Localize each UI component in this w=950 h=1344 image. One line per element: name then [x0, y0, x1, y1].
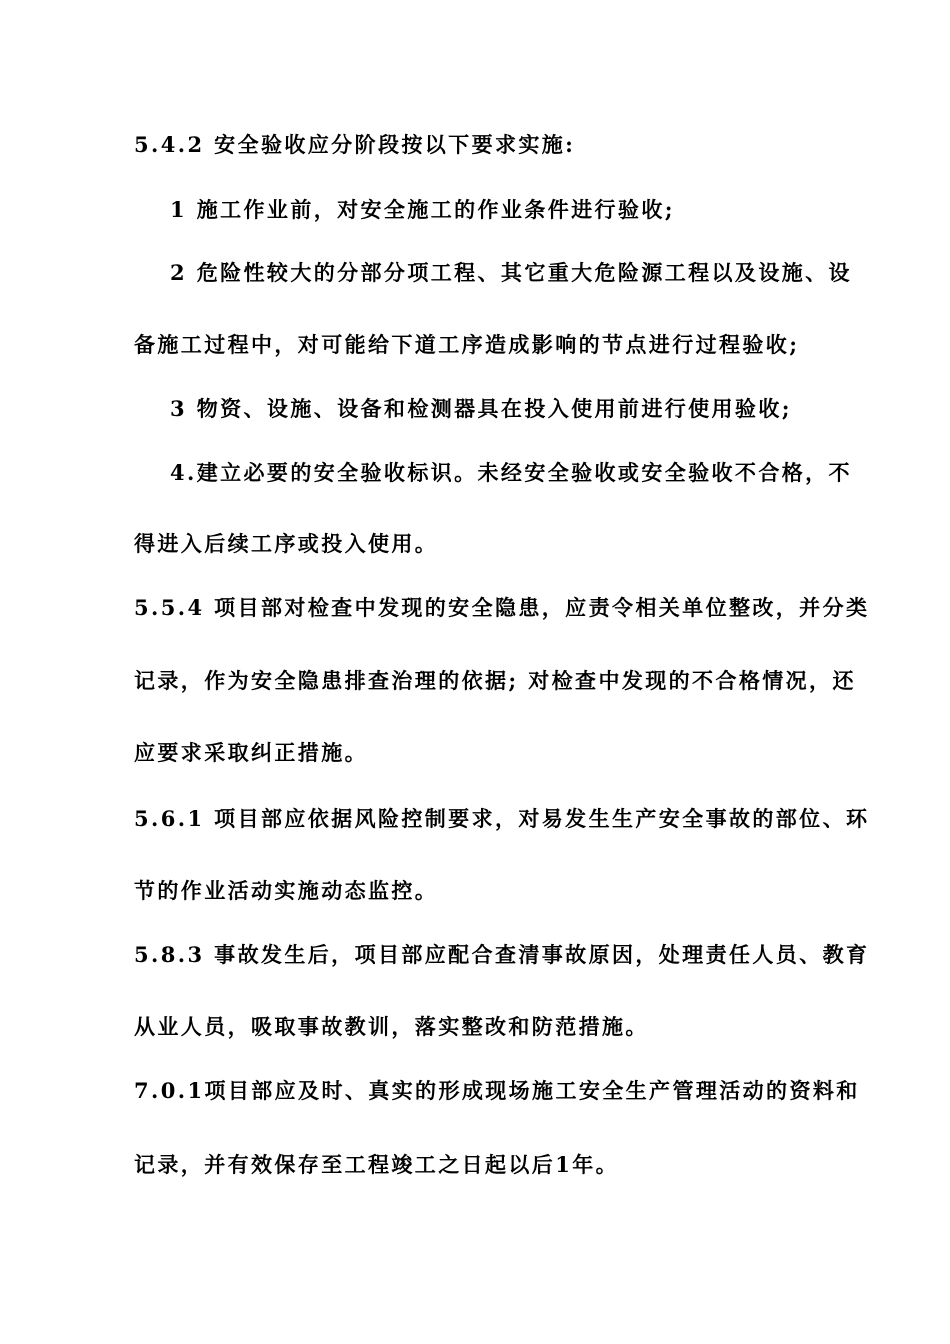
clause-5-6-1-line-1: 5.6.1 项目部应依据风险控制要求，对易发生生产安全事故的部位、环: [134, 806, 870, 831]
clause-5-4-2-item-2-line-2: 备施工过程中，对可能给下道工序造成影响的节点进行过程验收;: [134, 332, 800, 357]
clause-5-5-4-line-1: 5.5.4 项目部对检查中发现的安全隐患，应责令相关单位整改，并分类: [134, 595, 870, 620]
clause-7-0-1-line-2: 记录，并有效保存至工程竣工之日起以后1年。: [134, 1152, 620, 1177]
clause-5-5-4-line-2: 记录，作为安全隐患排查治理的依据; 对检查中发现的不合格情况，还: [134, 668, 856, 693]
clause-5-6-1-line-2: 节的作业活动实施动态监控。: [134, 878, 439, 903]
clause-5-8-3-line-2: 从业人员，吸取事故教训，落实整改和防范措施。: [134, 1014, 649, 1039]
clause-7-0-1-line-1: 7.0.1项目部应及时、真实的形成现场施工安全生产管理活动的资料和: [134, 1078, 860, 1103]
clause-5-4-2-item-1: 1 施工作业前，对安全施工的作业条件进行验收;: [170, 197, 675, 222]
clause-5-4-2-item-4-line-2: 得进入后续工序或投入使用。: [134, 531, 439, 556]
clause-5-5-4-line-3: 应要求采取纠正措施。: [134, 740, 368, 765]
clause-5-4-2-item-3: 3 物资、设施、设备和检测器具在投入使用前进行使用验收;: [170, 396, 792, 421]
clause-5-4-2-item-4-line-1: 4.建立必要的安全验收标识。未经安全验收或安全验收不合格，不: [170, 460, 852, 485]
clause-5-8-3-line-1: 5.8.3 事故发生后，项目部应配合查清事故原因，处理责任人员、教育: [134, 942, 870, 967]
clause-5-4-2-item-2-line-1: 2 危险性较大的分部分项工程、其它重大危险源工程以及设施、设: [170, 260, 852, 285]
clause-5-4-2-heading: 5.4.2 安全验收应分阶段按以下要求实施:: [134, 132, 576, 157]
